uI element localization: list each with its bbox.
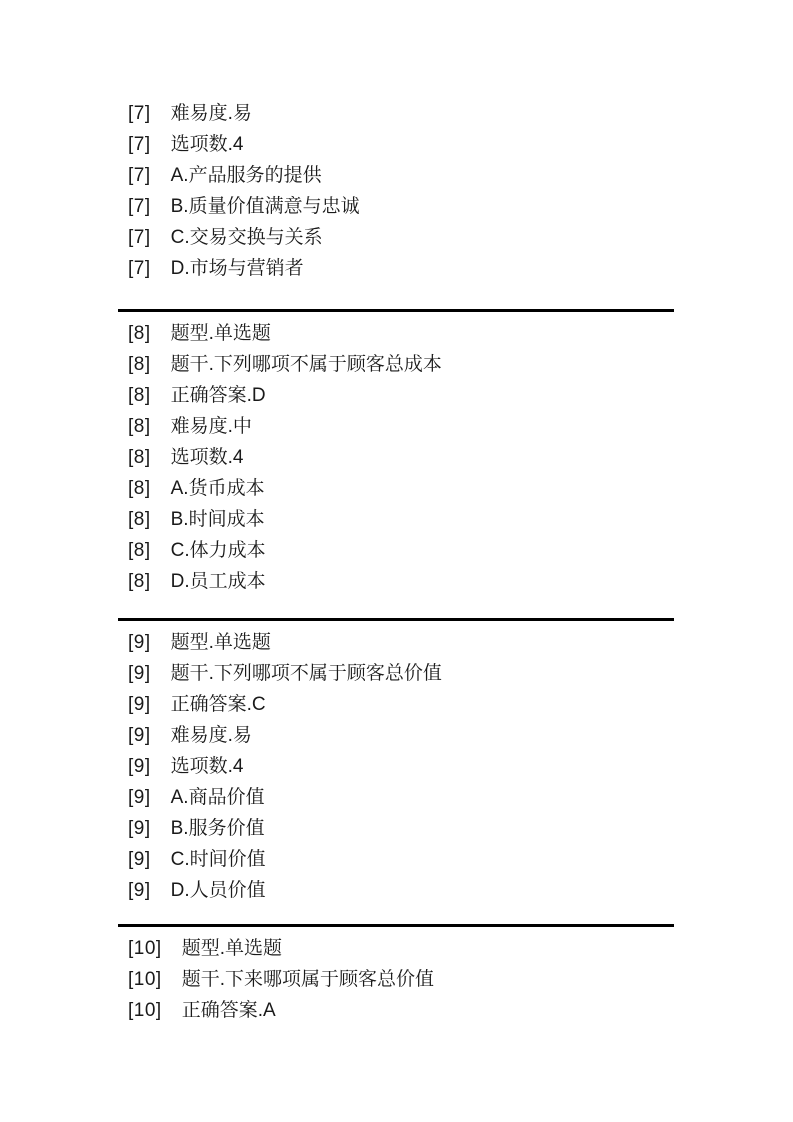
list-item bbox=[0, 751, 793, 782]
row-text: B.时间成本 bbox=[170, 509, 265, 530]
row-index: [8] bbox=[128, 354, 151, 375]
list-item bbox=[0, 535, 793, 566]
list-item bbox=[0, 411, 793, 442]
question-block-9 bbox=[0, 627, 793, 906]
row-index: [7] bbox=[128, 134, 151, 155]
row-index: [8] bbox=[128, 416, 151, 437]
row-text: C.体力成本 bbox=[170, 540, 266, 561]
row-text: 难易度.易 bbox=[170, 725, 252, 746]
row-text: 选项数.4 bbox=[170, 134, 244, 155]
row-index: [7] bbox=[128, 103, 151, 124]
row-index: [10] bbox=[128, 938, 162, 959]
list-item bbox=[0, 933, 793, 964]
row-index: [9] bbox=[128, 632, 151, 653]
list-item bbox=[0, 191, 793, 222]
row-text: 正确答案.D bbox=[170, 385, 266, 406]
row-text: C.时间价值 bbox=[170, 849, 266, 870]
row-text: A.商品价值 bbox=[170, 787, 265, 808]
row-index: [9] bbox=[128, 787, 151, 808]
question-separator bbox=[118, 309, 674, 312]
row-text: 难易度.中 bbox=[170, 416, 252, 437]
list-item bbox=[0, 689, 793, 720]
row-index: [7] bbox=[128, 227, 151, 248]
list-item bbox=[0, 844, 793, 875]
list-item bbox=[0, 658, 793, 689]
list-item bbox=[0, 964, 793, 995]
row-text: C.交易交换与关系 bbox=[170, 227, 323, 248]
list-item bbox=[0, 222, 793, 253]
row-text: 题型.单选题 bbox=[170, 323, 271, 344]
question-block-8 bbox=[0, 318, 793, 597]
list-item bbox=[0, 349, 793, 380]
list-item bbox=[0, 995, 793, 1026]
list-item bbox=[0, 253, 793, 284]
list-item bbox=[0, 380, 793, 411]
row-index: [9] bbox=[128, 756, 151, 777]
row-text: D.市场与营销者 bbox=[170, 258, 304, 279]
row-index: [8] bbox=[128, 323, 151, 344]
row-text: 题型.单选题 bbox=[170, 632, 271, 653]
row-text: A.货币成本 bbox=[170, 478, 265, 499]
list-item bbox=[0, 473, 793, 504]
row-text: D.人员价值 bbox=[170, 880, 266, 901]
row-index: [9] bbox=[128, 818, 151, 839]
list-item bbox=[0, 720, 793, 751]
row-text: A.产品服务的提供 bbox=[170, 165, 322, 186]
row-index: [8] bbox=[128, 447, 151, 468]
row-index: [8] bbox=[128, 571, 151, 592]
list-item bbox=[0, 813, 793, 844]
row-index: [10] bbox=[128, 969, 162, 990]
row-index: [9] bbox=[128, 849, 151, 870]
row-index: [8] bbox=[128, 509, 151, 530]
row-text: 题干.下列哪项不属于顾客总价值 bbox=[170, 663, 442, 684]
question-block-7 bbox=[0, 98, 793, 284]
list-item bbox=[0, 442, 793, 473]
list-item bbox=[0, 782, 793, 813]
question-separator bbox=[118, 924, 674, 927]
row-index: [9] bbox=[128, 694, 151, 715]
row-index: [8] bbox=[128, 478, 151, 499]
row-text: 题干.下来哪项属于顾客总价值 bbox=[181, 969, 434, 990]
row-text: D.员工成本 bbox=[170, 571, 266, 592]
row-index: [9] bbox=[128, 880, 151, 901]
list-item bbox=[0, 627, 793, 658]
row-index: [7] bbox=[128, 258, 151, 279]
row-index: [9] bbox=[128, 725, 151, 746]
row-text: 题干.下列哪项不属于顾客总成本 bbox=[170, 354, 442, 375]
row-index: [7] bbox=[128, 196, 151, 217]
row-index: [10] bbox=[128, 1000, 162, 1021]
row-index: [8] bbox=[128, 540, 151, 561]
question-separator bbox=[118, 618, 674, 621]
row-text: 选项数.4 bbox=[170, 756, 244, 777]
list-item bbox=[0, 160, 793, 191]
row-text: 题型.单选题 bbox=[181, 938, 282, 959]
row-text: 正确答案.A bbox=[181, 1000, 276, 1021]
list-item bbox=[0, 875, 793, 906]
row-text: B.服务价值 bbox=[170, 818, 265, 839]
row-text: B.质量价值满意与忠诚 bbox=[170, 196, 360, 217]
list-item bbox=[0, 318, 793, 349]
row-index: [8] bbox=[128, 385, 151, 406]
row-text: 难易度.易 bbox=[170, 103, 252, 124]
row-index: [9] bbox=[128, 663, 151, 684]
list-item bbox=[0, 98, 793, 129]
row-text: 选项数.4 bbox=[170, 447, 244, 468]
row-index: [7] bbox=[128, 165, 151, 186]
question-block-10 bbox=[0, 933, 793, 1026]
list-item bbox=[0, 566, 793, 597]
list-item bbox=[0, 129, 793, 160]
list-item bbox=[0, 504, 793, 535]
row-text: 正确答案.C bbox=[170, 694, 266, 715]
